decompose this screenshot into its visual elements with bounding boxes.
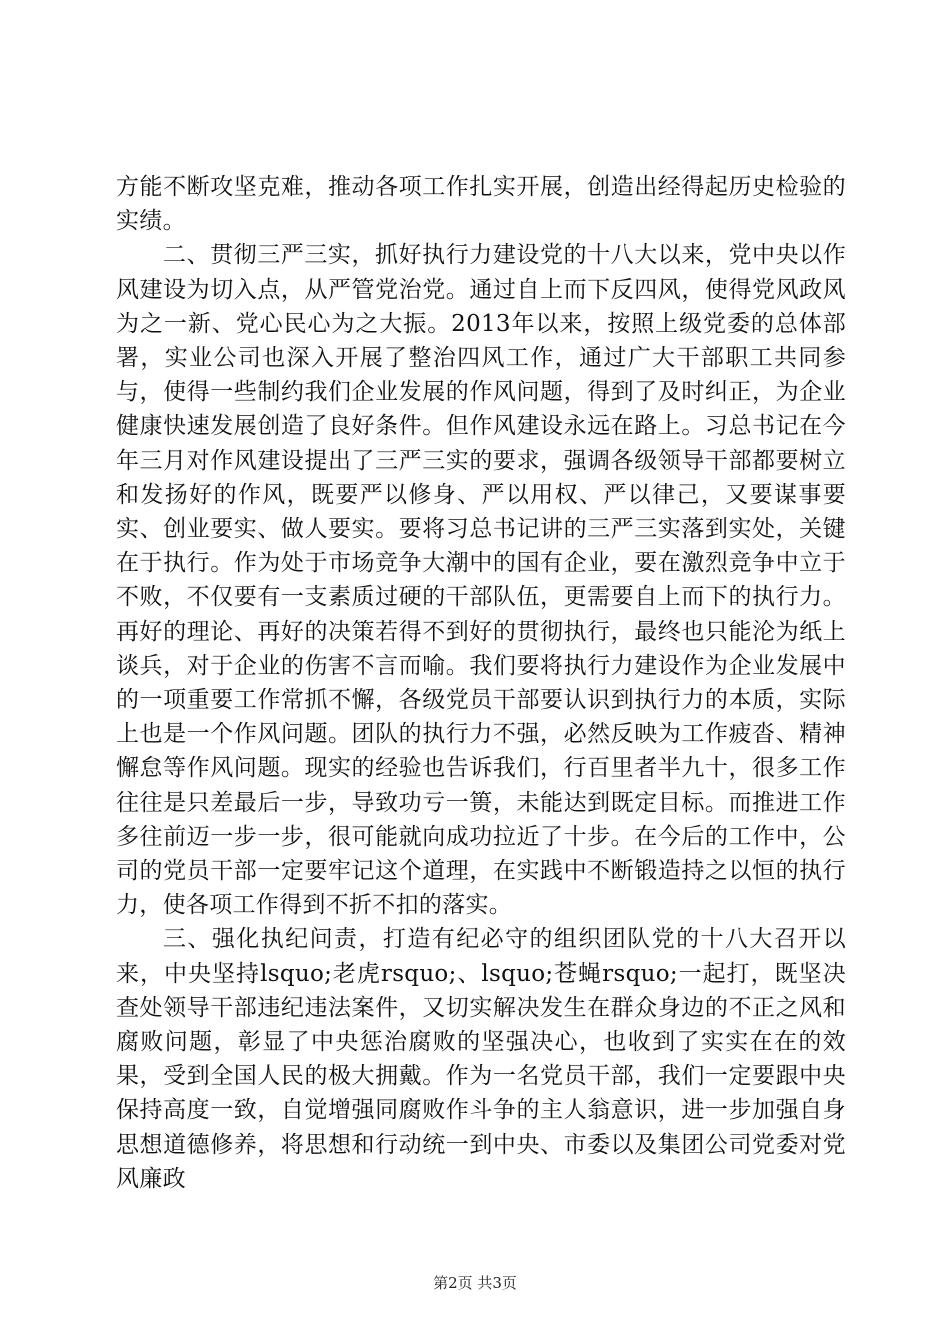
document-body [116, 170, 846, 1196]
paragraph-section-two: 二、贯彻三严三实，抓好执行力建设党的十八大以来，党中央以作风建设为切入点，从严管党治党。通过自上而下反四风，使得党风政风为之一新、党心民心为之大振。2013年以来，按照上级党委的总体部署，实业公司也深入开展了整治四风工作，通过广大干部职工共同参与，使得一些制约我们企业发展的作风问题，得到了及时纠正，为企业健康快速发展创造了良好条件。但作风建设永远在路上。习总书记在今年三月对作风建设提出了三严三实的要求，强调各级领导干部都要树立和发扬好的作风，既要严以修身、严以用权、严以律己，又要谋事要实、创业要实、做人要实。要将习总书记讲的三严三实落到实处，关键在于执行。作为处于市场竞争大潮中的国有企业，要在激烈竞争中立于不败，不仅要有一支素质过硬的干部队伍，更需要自上而下的执行力。再好的理论、再好的决策若得不到好的贯彻执行，最终也只能沦为纸上谈兵，对于企业的伤害不言而喻。我们要将执行力建设作为企业发展中的一项重要工作常抓不懈，各级党员干部要认识到执行力的本质，实际上也是一个作风问题。团队的执行力不强，必然反映为工作疲沓、精神懈怠等作风问题。现实的经验也告诉我们，行百里者半九十，很多工作往往是只差最后一步，导致功亏一篑，未能达到既定目标。而推进工作多往前迈一步一步，很可能就向成功拉近了十步。在今后的工作中，公司的党员干部一定要牢记这个道理，在实践中不断锻造持之以恒的执行力，使各项工作得到不折不扣的落实。 [116, 242, 846, 919]
page-footer: 第2页 共3页 [433, 1274, 517, 1292]
paragraph-continuation: 方能不断攻坚克难，推动各项工作扎实开展，创造出经得起历史检验的实绩。 [116, 174, 846, 235]
paragraph-section-three: 三、强化执纪问责，打造有纪必守的组织团队党的十八大召开以来，中央坚持lsquo;老虎rsquo;、lsquo;苍蝇rsquo;一起打，既坚决查处领导干部违纪违法案件，又切实解决发生在群众身边的不正之风和腐败问题，彰显了中央惩治腐败的坚强决心，也收到了实实在在的效果，受到全国人民的极大拥戴。作为一名党员干部，我们一定要跟中央保持高度一致，自觉增强同腐败作斗争的主人翁意识，进一步加强自身思想道德修养，将思想和行动统一到中央、市委以及集团公司党委对党风廉政 [116, 926, 846, 1192]
